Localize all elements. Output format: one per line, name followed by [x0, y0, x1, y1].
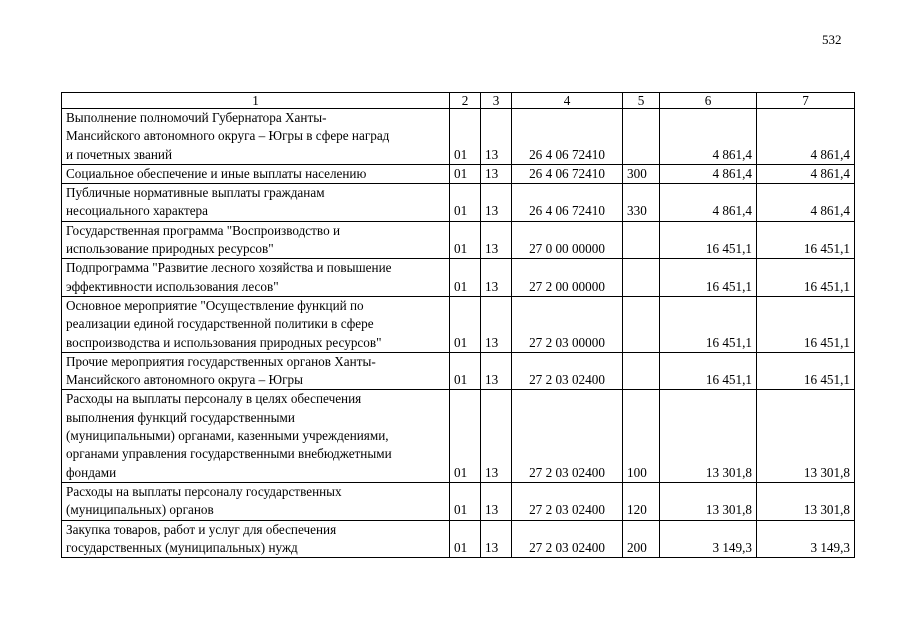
row-name-line: воспроизводства и использования природных ресурсов"	[66, 334, 382, 350]
subsection-code-cell: 13	[481, 482, 512, 520]
row-name-line: выполнения функций государственными	[66, 409, 295, 425]
row-name-line: Публичные нормативные выплаты гражданам	[66, 185, 325, 201]
target-article-cell: 27 2 03 02400	[512, 482, 623, 520]
header-cell-2: 2	[450, 93, 481, 109]
row-name-cell	[62, 352, 450, 390]
row-name-line: использование природных ресурсов"	[66, 241, 274, 257]
amount-cell-6: 13 301,8	[660, 390, 757, 482]
row-name-line: Выполнение полномочий Губернатора Ханты-	[66, 110, 327, 125]
section-code-cell: 01	[450, 352, 481, 390]
subsection-code-cell: 13	[481, 109, 512, 165]
amount-cell-7: 16 451,1	[757, 259, 855, 297]
row-name-cell	[62, 164, 450, 183]
amount-cell-6: 16 451,1	[660, 259, 757, 297]
budget-table	[61, 92, 855, 558]
row-name-line: органами управления государственными внебюджетными	[66, 446, 392, 462]
row-name-line: Основное мероприятие "Осуществление функций по	[66, 297, 364, 313]
target-article-cell: 27 2 03 02400	[512, 390, 623, 482]
amount-cell-6: 4 861,4	[660, 109, 757, 165]
amount-cell-7: 13 301,8	[757, 482, 855, 520]
target-article-cell: 26 4 06 72410	[512, 109, 623, 165]
table-row	[62, 520, 855, 558]
table-row	[62, 390, 855, 482]
expense-type-cell	[623, 259, 660, 297]
table-row	[62, 482, 855, 520]
target-article-cell: 27 2 00 00000	[512, 259, 623, 297]
section-code-cell: 01	[450, 259, 481, 297]
header-cell-4: 4	[512, 93, 623, 109]
row-name-cell	[62, 221, 450, 259]
row-name-cell	[62, 109, 450, 165]
row-name-line: Государственная программа "Воспроизводство и	[66, 222, 341, 238]
table-row	[62, 352, 855, 390]
row-name-cell	[62, 184, 450, 222]
row-name-line: Закупка товаров, работ и услуг для обеспечения	[66, 521, 337, 537]
header-cell-3: 3	[481, 93, 512, 109]
expense-type-cell: 300	[623, 164, 660, 183]
expense-type-cell: 100	[623, 390, 660, 482]
table-row	[62, 221, 855, 259]
subsection-code-cell: 13	[481, 352, 512, 390]
row-name-line: фондами	[66, 464, 117, 480]
amount-cell-6: 16 451,1	[660, 221, 757, 259]
amount-cell-7: 16 451,1	[757, 221, 855, 259]
row-name-line: реализации единой государственной политики в сфере	[66, 316, 374, 332]
row-name-cell	[62, 482, 450, 520]
header-cell-1: 1	[62, 93, 450, 109]
table-row	[62, 259, 855, 297]
row-name-line: несоциального характера	[66, 203, 209, 219]
section-code-cell: 01	[450, 184, 481, 222]
expense-type-cell	[623, 221, 660, 259]
amount-cell-6: 4 861,4	[660, 164, 757, 183]
row-name-cell	[62, 520, 450, 558]
row-name-line: Социальное обеспечение и иные выплаты населению	[66, 165, 367, 181]
amount-cell-7: 16 451,1	[757, 352, 855, 390]
row-name-line: и почетных званий	[66, 146, 173, 162]
table-row	[62, 296, 855, 352]
row-name-cell	[62, 259, 450, 297]
expense-type-cell	[623, 352, 660, 390]
expense-type-cell: 200	[623, 520, 660, 558]
amount-cell-7: 3 149,3	[757, 520, 855, 558]
row-name-line: Подпрограмма "Развитие лесного хозяйства и повышение	[66, 260, 392, 276]
header-cell-5: 5	[623, 93, 660, 109]
row-name-line: государственных (муниципальных) нужд	[66, 539, 298, 555]
amount-cell-6: 16 451,1	[660, 352, 757, 390]
subsection-code-cell: 13	[481, 259, 512, 297]
expense-type-cell: 120	[623, 482, 660, 520]
row-name-line: Мансийского автономного округа – Югры в сфере наград	[66, 128, 390, 144]
section-code-cell: 01	[450, 221, 481, 259]
subsection-code-cell: 13	[481, 390, 512, 482]
header-cell-6: 6	[660, 93, 757, 109]
amount-cell-7: 4 861,4	[757, 184, 855, 222]
subsection-code-cell: 13	[481, 164, 512, 183]
section-code-cell: 01	[450, 296, 481, 352]
subsection-code-cell: 13	[481, 221, 512, 259]
amount-cell-6: 4 861,4	[660, 184, 757, 222]
table-row	[62, 109, 855, 165]
subsection-code-cell: 13	[481, 184, 512, 222]
amount-cell-6: 16 451,1	[660, 296, 757, 352]
amount-cell-6: 3 149,3	[660, 520, 757, 558]
target-article-cell: 26 4 06 72410	[512, 164, 623, 183]
page-number: 532	[822, 32, 842, 47]
target-article-cell: 27 2 03 02400	[512, 520, 623, 558]
amount-cell-6: 13 301,8	[660, 482, 757, 520]
target-article-cell: 27 2 03 00000	[512, 296, 623, 352]
subsection-code-cell: 13	[481, 296, 512, 352]
expense-type-cell	[623, 296, 660, 352]
target-article-cell: 27 0 00 00000	[512, 221, 623, 259]
amount-cell-7: 4 861,4	[757, 109, 855, 165]
table-header-row	[62, 93, 855, 109]
target-article-cell: 27 2 03 02400	[512, 352, 623, 390]
row-name-line: (муниципальных) органов	[66, 502, 214, 518]
header-cell-7: 7	[757, 93, 855, 109]
row-name-line: Расходы на выплаты персоналу в целях обеспечения	[66, 391, 362, 407]
row-name-line: Расходы на выплаты персоналу государственных	[66, 483, 342, 499]
row-name-line: (муниципальными) органами, казенными учреждениями,	[66, 428, 389, 444]
section-code-cell: 01	[450, 482, 481, 520]
section-code-cell: 01	[450, 390, 481, 482]
target-article-cell: 26 4 06 72410	[512, 184, 623, 222]
section-code-cell: 01	[450, 164, 481, 183]
section-code-cell: 01	[450, 109, 481, 165]
section-code-cell: 01	[450, 520, 481, 558]
row-name-cell	[62, 390, 450, 482]
row-name-line: Мансийского автономного округа – Югры	[66, 372, 303, 388]
row-name-line: Прочие мероприятия государственных органов Ханты-	[66, 353, 376, 369]
row-name-cell	[62, 296, 450, 352]
expense-type-cell: 330	[623, 184, 660, 222]
table-row	[62, 184, 855, 222]
amount-cell-7: 16 451,1	[757, 296, 855, 352]
amount-cell-7: 13 301,8	[757, 390, 855, 482]
amount-cell-7: 4 861,4	[757, 164, 855, 183]
expense-type-cell	[623, 109, 660, 165]
table-row	[62, 164, 855, 183]
row-name-line: эффективности использования лесов"	[66, 278, 279, 294]
subsection-code-cell: 13	[481, 520, 512, 558]
